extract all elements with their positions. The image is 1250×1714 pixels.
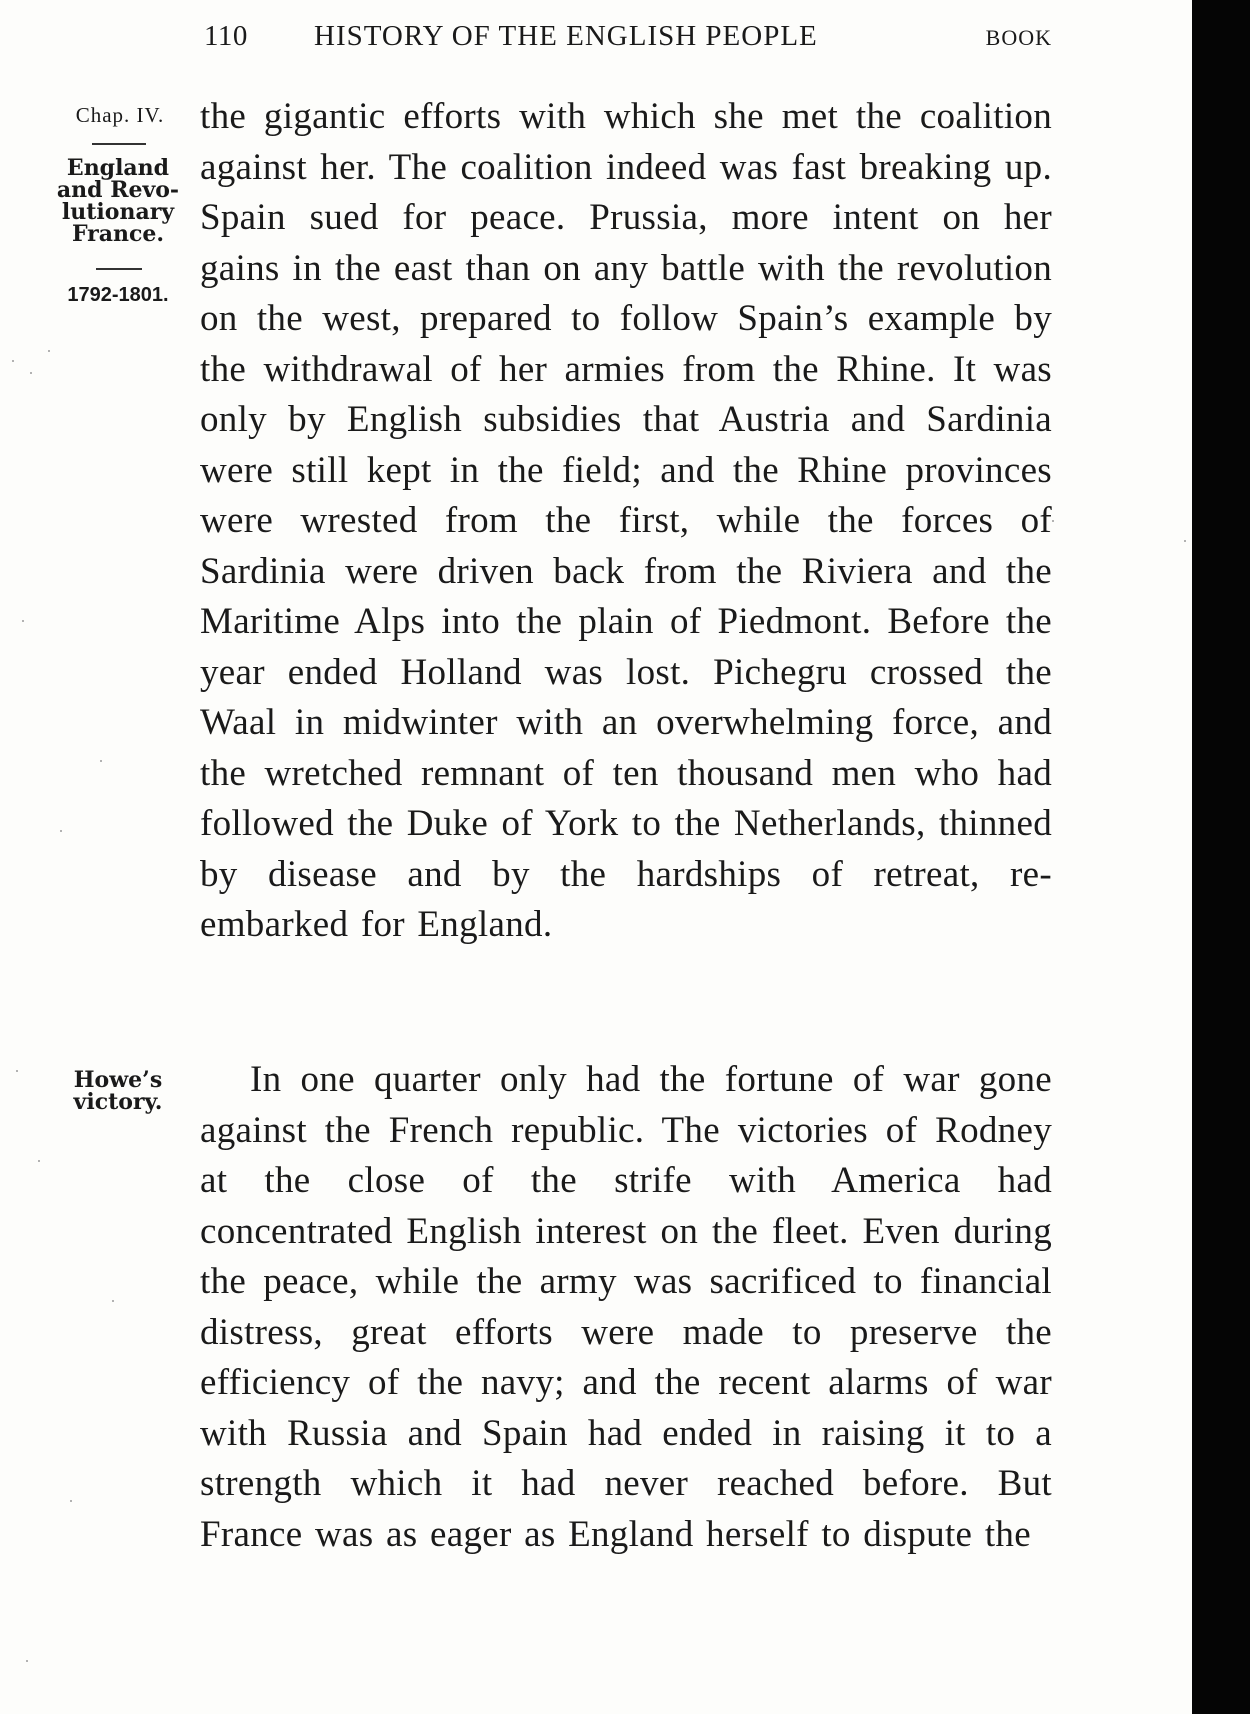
running-header	[200, 20, 1052, 60]
body-paragraph-1: the gigantic efforts with which she met the coalition against her. The coalition indeed was fast breaking up. Spain sued for peace. Prussia, more intent on her gains in the east than on any battle with the revolution on the west, prepared to follow Spain’s example by the withdrawal of her armies from the Rhine. It was only by English subsidies that Austria and Sardinia were still kept in the field; and the Rhine provinces were wrested from the first, while the forces of Sardinia were driven back from the Riviera and the Maritime Alps into the plain of Piedmont. Before the year ended Holland was lost. Pichegru crossed the Waal in midwinter with an overwhelming force, and the wretched remnant of ten thousand men who had followed the Duke of York to the Netherlands, thinned by disease and by the hardships of retreat, re-embarked for England.	[200, 96, 1052, 945]
sidenote-england-france	[52, 157, 184, 245]
book-label: BOOK	[985, 25, 1052, 50]
margin-rule-bottom	[96, 268, 142, 270]
date-range: 1792-1801.	[67, 284, 169, 306]
chapter-label: Chap. IV.	[75, 103, 165, 127]
sidenote-howes-victory	[52, 1069, 184, 1113]
margin-rule-top	[92, 143, 146, 145]
body-paragraph-2: In one quarter only had the fortune of war gone against the French republic. The victories of Rodney at the close of the strife with America had concentrated English interest on the fleet. Even during the peace, while the army was sacrificed to financial distress, great efforts were made to preserve the efficiency of the navy; and the recent alarms of war with Russia and Spain had ended in raising it to a strength which it had never reached before. But France was as eager as England herself to dispute the	[200, 1059, 1052, 1555]
sidenote-line: victory.	[73, 1089, 163, 1115]
page-number: 110	[204, 20, 248, 52]
sidenote-line: England	[66, 155, 170, 181]
sidenote-line: and Revo-	[56, 177, 180, 203]
sidenote-line: lutionary	[61, 199, 175, 225]
scan-dark-edge	[1192, 0, 1250, 1714]
sidenote-line: Howe’s	[73, 1067, 163, 1093]
sidenote-line: France.	[71, 221, 165, 247]
running-title: HISTORY OF THE ENGLISH PEOPLE	[314, 20, 818, 52]
